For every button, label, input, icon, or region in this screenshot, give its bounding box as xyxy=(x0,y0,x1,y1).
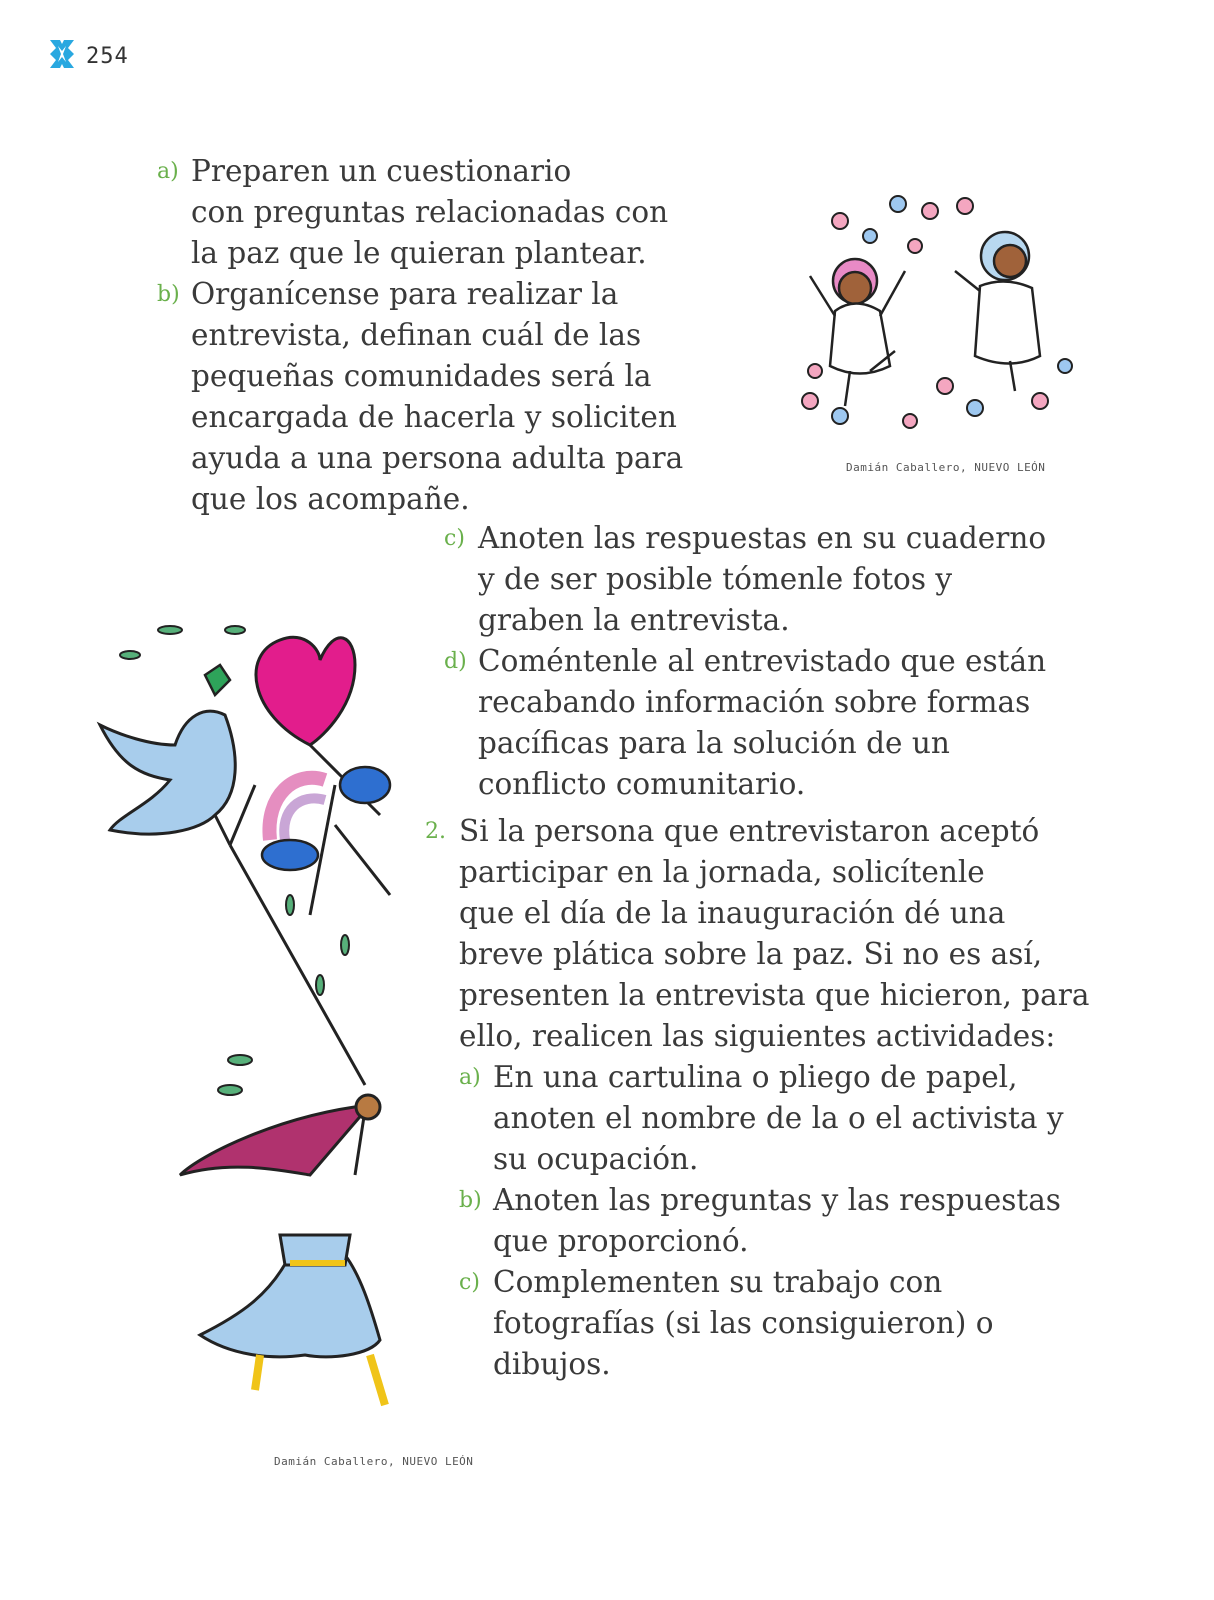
list-marker: c) xyxy=(444,526,465,551)
text-line: dibujos. xyxy=(493,1347,611,1381)
page-header xyxy=(48,38,129,74)
text-line: ello, realicen las siguientes actividades: xyxy=(459,1019,1056,1053)
list-item xyxy=(157,274,711,520)
text-line: su ocupación. xyxy=(493,1142,699,1176)
list-item-text xyxy=(191,274,711,520)
text-line: breve plática sobre la paz. Si no es así, xyxy=(459,937,1043,971)
text-line: Si la persona que entrevistaron aceptó xyxy=(459,814,1040,848)
illustration-credit-bottom: Damián Caballero, NUEVO LEÓN xyxy=(274,1455,474,1468)
list-item-text xyxy=(493,1057,1099,1180)
text-line: graben la entrevista. xyxy=(478,603,790,637)
text-line: que el día de la inauguración dé una xyxy=(459,896,1006,930)
dancing-children-illustration xyxy=(770,176,1090,446)
list-item-text xyxy=(478,641,1078,805)
list-marker: a) xyxy=(157,159,179,184)
list-marker: b) xyxy=(459,1188,482,1213)
list-item xyxy=(459,1262,1099,1385)
text-line: pequeñas comunidades será la xyxy=(191,359,652,393)
text-line: Organícense para realizar la xyxy=(191,277,619,311)
list-item xyxy=(444,518,1078,641)
list-item xyxy=(459,1180,1099,1262)
text-line: entrevista, definan cuál de las xyxy=(191,318,642,352)
list-item-text xyxy=(459,811,1099,1057)
instruction-list-2 xyxy=(444,518,1078,805)
text-line: encargada de hacerla y soliciten xyxy=(191,400,677,434)
text-line: Anoten las respuestas en su cuaderno xyxy=(478,521,1047,555)
text-line: recabando información sobre formas xyxy=(478,685,1031,719)
text-line: fotografías (si las consiguieron) o xyxy=(493,1306,994,1340)
text-line: participar en la jornada, solicítenle xyxy=(459,855,985,889)
text-line: Complementen su trabajo con xyxy=(493,1265,943,1299)
text-line: Coméntenle al entrevistado que están xyxy=(478,644,1047,678)
text-line: anoten el nombre de la o el activista y xyxy=(493,1101,1064,1135)
list-item xyxy=(157,151,711,274)
list-marker: c) xyxy=(459,1270,480,1295)
text-line: ayuda a una persona adulta para xyxy=(191,441,684,475)
text-line: con preguntas relacionadas con xyxy=(191,195,669,229)
text-line: Preparen un cuestionario xyxy=(191,154,572,188)
instruction-list-1 xyxy=(157,151,711,520)
list-item-text xyxy=(493,1262,1099,1385)
text-line: Anoten las preguntas y las respuestas xyxy=(493,1183,1061,1217)
list-marker: d) xyxy=(444,649,467,674)
text-line: presenten la entrevista que hicieron, para xyxy=(459,978,1090,1012)
sub-instruction-list xyxy=(459,1057,1099,1385)
list-item-text xyxy=(493,1180,1099,1262)
book-logo-icon xyxy=(48,38,76,74)
illustration-credit-top: Damián Caballero, NUEVO LEÓN xyxy=(846,461,1046,474)
instruction-item-2 xyxy=(425,811,1099,1385)
text-line: que proporcionó. xyxy=(493,1224,749,1258)
list-marker: b) xyxy=(157,282,180,307)
text-line: y de ser posible tómenle fotos y xyxy=(478,562,953,596)
list-marker: 2. xyxy=(425,819,446,844)
page-number: 254 xyxy=(86,43,129,69)
list-item xyxy=(459,1057,1099,1180)
text-line: conflicto comunitario. xyxy=(478,767,806,801)
list-marker: a) xyxy=(459,1065,481,1090)
list-item-text xyxy=(191,151,711,274)
text-line: que los acompañe. xyxy=(191,482,470,516)
list-item-text xyxy=(478,518,1078,641)
text-line: la paz que le quieran plantear. xyxy=(191,236,647,270)
text-line: En una cartulina o pliego de papel, xyxy=(493,1060,1018,1094)
text-line: pacíficas para la solución de un xyxy=(478,726,950,760)
girl-with-kite-illustration xyxy=(80,615,410,1435)
list-item xyxy=(444,641,1078,805)
